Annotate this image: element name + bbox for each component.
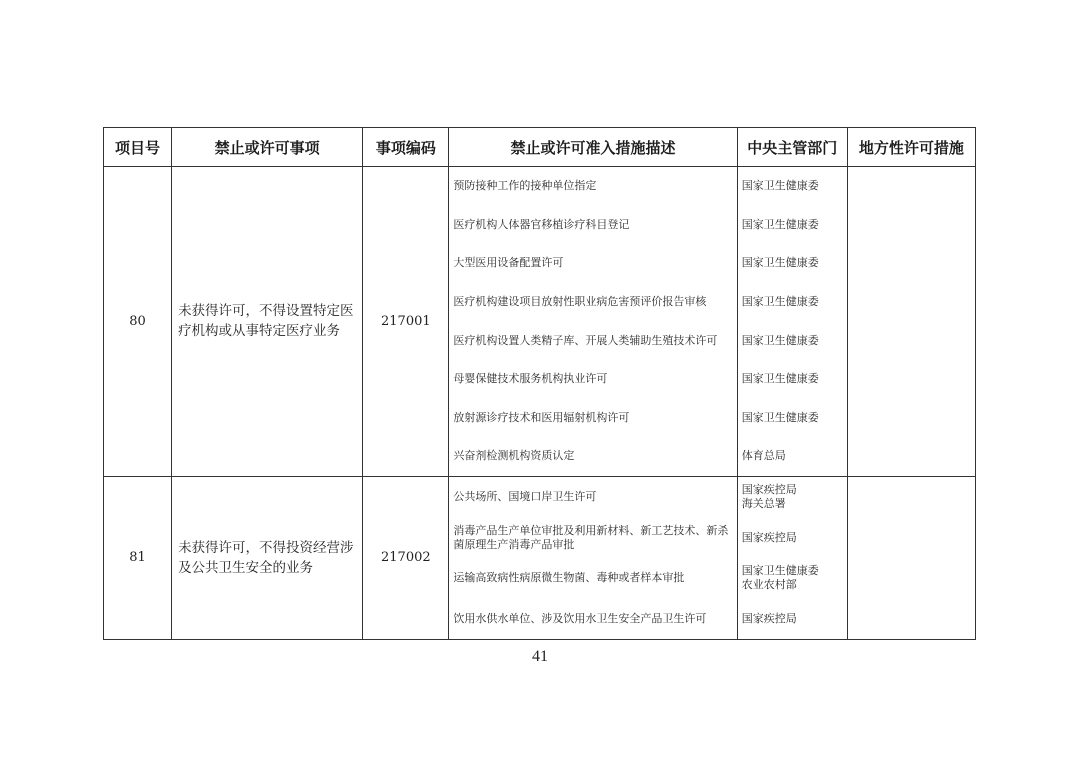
header-measure-desc: 禁止或许可准入措施描述 <box>449 128 737 167</box>
measure-desc: 放射源诊疗技术和医用辐射机构许可 <box>453 410 630 424</box>
item-name: 未获得许可，不得设置特定医疗机构或从事特定医疗业务 <box>172 167 363 477</box>
header-row <box>104 128 976 167</box>
header-item-code: 事项编码 <box>363 128 449 167</box>
central-dept: 国家卫生健康委 <box>741 217 819 231</box>
central-dept: 国家疾控局 海关总署 <box>741 483 797 510</box>
item-no: 81 <box>104 476 172 639</box>
header-central-dept: 中央主管部门 <box>737 128 847 167</box>
permit-table <box>103 127 976 640</box>
central-dept: 体育总局 <box>741 449 786 463</box>
measure-desc: 医疗机构设置人类精子库、开展人类辅助生殖技术许可 <box>453 333 718 347</box>
central-dept: 国家疾控局 <box>741 611 797 625</box>
table-row-81 <box>104 476 976 639</box>
central-dept: 国家卫生健康委 <box>741 410 819 424</box>
measure-desc: 医疗机构人体器官移植诊疗科目登记 <box>453 217 630 231</box>
central-dept: 国家卫生健康委 <box>741 372 819 386</box>
local-measures-cell <box>847 476 975 639</box>
central-dept: 国家卫生健康委 <box>741 333 819 347</box>
table-row-80 <box>104 167 976 477</box>
item-no: 80 <box>104 167 172 477</box>
measure-desc: 兴奋剂检测机构资质认定 <box>453 449 575 463</box>
central-dept: 国家疾控局 <box>741 530 797 544</box>
measure-desc: 大型医用设备配置许可 <box>453 256 564 270</box>
central-dept: 国家卫生健康委 <box>741 179 819 193</box>
header-local-measures: 地方性许可措施 <box>847 128 975 167</box>
item-code: 217001 <box>363 167 449 477</box>
measure-desc: 运输高致病性病原微生物菌、毒种或者样本审批 <box>453 571 685 584</box>
central-dept: 国家卫生健康委 <box>741 295 819 309</box>
measure-desc: 医疗机构建设项目放射性职业病危害预评价报告审核 <box>453 295 707 309</box>
measure-desc-list <box>449 167 737 477</box>
measure-desc: 母婴保健技术服务机构执业许可 <box>453 372 608 386</box>
header-item-no: 项目号 <box>104 128 172 167</box>
measure-desc: 消毒产品生产单位审批及利用新材料、新工艺技术、新杀菌原理生产消毒产品审批 <box>453 523 729 551</box>
measure-desc: 公共场所、国境口岸卫生许可 <box>453 490 597 503</box>
page-number: 41 <box>532 648 548 665</box>
item-name: 未获得许可，不得投资经营涉及公共卫生安全的业务 <box>172 476 363 639</box>
central-dept-list <box>737 167 847 477</box>
central-dept-list <box>737 476 847 639</box>
item-code: 217002 <box>363 476 449 639</box>
measure-desc: 饮用水供水单位、涉及饮用水卫生安全产品卫生许可 <box>453 611 707 625</box>
header-item-name: 禁止或许可事项 <box>172 128 363 167</box>
central-dept: 国家卫生健康委 <box>741 256 819 270</box>
local-measures-cell <box>847 167 975 477</box>
measure-desc-list <box>449 476 737 639</box>
central-dept: 国家卫生健康委 农业农村部 <box>741 564 819 591</box>
measure-desc: 预防接种工作的接种单位指定 <box>453 179 597 193</box>
